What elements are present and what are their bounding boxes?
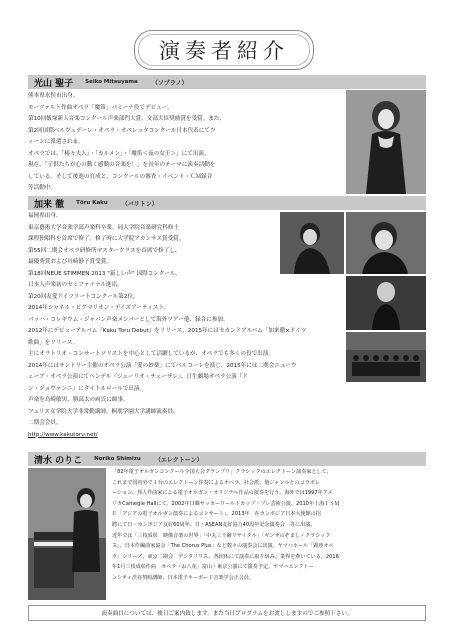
bio-line: バッハ・コレギウム・ジャパン声楽メンバーとして海外ツアー他、録音に参加。 [28,316,229,323]
bio-line: 現在、「子供たちが心の動く感動の音楽を！」を長年のテーマに演奏活動を [28,162,216,168]
bio-line: 第20回友愛ドイツリートコンクール第2位。 [28,293,139,300]
website-link[interactable]: http://www.kakutoru.net/ [28,431,98,438]
baritone-photo-icon [280,212,344,274]
bio-line: オペラでは、「椿々夫人」・「カルメン」・「魔笛＜夜の女王＞」にて出演。 [28,150,210,157]
bio-line: 2014年シャネル・ピグマリオン・デイズアーティスト。 [28,305,170,311]
performer-2-role: （バリトン） [121,200,158,208]
bio-line: これまで国内外で１台のエレクトーン伴奏によるオペラ、社会派、他ジャンルとのコラボレ [112,479,321,486]
singer-stage-icon [346,276,426,330]
bio-line: ス」、日本作編曲家協会「The Chorus Plus」など数々の演奏会に出演。ヤマハホール「顕座オペ [112,543,334,550]
bio-line: ェーブ・オペラ公演にてヘンデル『ジューリオ・チェーザレ』、日生劇場オペラ公演『ド [28,374,248,380]
electone-player-icon [28,468,106,600]
bio-line: している。そして後進の育成と、コンクールの審査・イベント・ＣＭ録音 [28,173,213,180]
bio-line: 2012年にデビューアルバム『Kaku Toru Debut』をリリース。2015年にはセカンドアルバム「加来徹×ドイツ [28,328,307,334]
performer-3-photo [28,468,106,600]
performer-2-name: 加来 徹 [34,199,65,210]
bio-line: 二期会会員。 [28,420,62,426]
bio-line: 日本人声楽初のセミファイナル進出。 [28,282,123,288]
bio-line: 第18回NEUE STIMMEN 2013 "新しい声" 国際コンクール、 [28,270,181,277]
performer-1-role: （ソプラノ） [151,79,188,87]
performer-1-photo [346,90,426,194]
bio-line: 年1月三枝成彰作曲 オペラ「お八花」富山・東京公演にて演奏予定。ヤマハエレクトー [112,564,314,571]
bio-line: 熊本県水俣市出身。 [28,93,79,99]
bio-line: Ｅ「アジアの電子オルガン演奏によるコンサート」、2013年 在カンボジア日本大使館の招 [112,511,321,518]
bio-line: 等活動中。 [28,185,56,191]
performer-3-roman: Noriko Shimizu [94,456,141,462]
performer-2-photo-d [346,332,426,382]
soprano-photo-icon [346,90,426,194]
bio-line: 聘にて日・カンボジア友好60周年、日・ASEAN友好協力40周年記念演奏会 等に出演。 [112,521,316,528]
bio-line: 近年では「三枝成彰 映像音楽の世界」「中丸三千繪リサイタル」「ギンザのぞまし・クラシック [112,532,331,539]
performer-2-roman: Tōru Kaku [76,200,108,206]
performer-1-header [28,75,426,89]
bio-line: モーツァルト作曲オペラ「魔笛」パミーナ役でデビュー。 [28,104,173,111]
performer-3-role: （エレクトーン） [154,456,203,464]
bio-line: リカCarnegie Hallにて、2002年日韓サッカーワールドカップ・プレ芸術公演、2010年上海ＩＳＭ [112,500,340,507]
bio-line: ーション、邦人作曲家による電子オルガン・オリジナル作品の演奏を行う。海外では1997年アメ [112,490,333,497]
bio-line: 2014年にはサントリー主催のオペラ公演「愛の妙薬」にてベルコーレを演じ、2015年には二期会ニューウ [28,362,297,369]
performer-2-header [28,196,426,210]
performer-1-bio [28,91,225,195]
bio-line: ィーンに派遣される。 [28,139,84,145]
performer-2-bio [28,211,306,441]
footer-note: 演奏曲目については、後日ご案内致します。また当日プログラムをお渡ししますのでご参照下さい。 [28,605,426,621]
bio-line: 課程独唱科を首席で修了。修了時に大学院アカンサス賞受賞。 [28,236,185,242]
performer-3-name: 清水 のりこ [34,455,83,466]
baritone-portrait-icon [346,212,426,274]
performer-1-name: 光山 聖子 [34,78,74,89]
choir-stage-icon [346,332,426,382]
bio-line: 東京藝術大学音楽学部声楽科卒業。同大学院音楽研究科修士 [28,224,180,231]
performer-2-photo-b [346,212,426,274]
page-title: 演奏者紹介 [134,30,314,70]
performer-2-photo-c [346,276,426,330]
bio-line: 第2回国際ベルヴェデーレ・オペラ・オペレッタコンクール日本代表にてウ [28,127,216,134]
bio-line: ンシティ渋谷契約講師、日本電子キーボード音楽学会正会員。 [112,574,255,581]
bio-line: 第55回二期会オペラ研修所マスタークラスを首席で修了し、 [28,247,181,254]
bio-line: 主にオラトリオ・コンサートソリストを中心として活躍しているが、オペラでも多くの役で出演。 [28,351,274,357]
performer-1-roman: Seiko Mitsuyama [85,79,138,85]
performer-3-bio [112,467,340,584]
bio-line: 第10回飯塚新人音楽コンクール声楽部門大賞、文部大臣奨励賞を受賞。また、 [28,116,226,122]
bio-line: 歌曲」をリリース。 [28,339,79,346]
performer-2-photo-a [280,212,344,274]
bio-line: 「82年電子オルガンコンクール全国大会グランプリ」クラシックのエレクトーン演奏家として、 [112,469,332,475]
bio-line: 最優秀賞および川崎静子賞受賞。 [28,259,112,265]
bio-line: ラ」シリーズ、東京二期会 デジタリリス、各団体にて演奏に取り組み、業界を牽いている。2016 [112,553,339,560]
performer-3-header [28,452,426,466]
bio-line: 声楽を鳥崎敏男、勝部太の両氏に師事。 [28,397,129,403]
bio-line: フェリス女学院大学非常勤講師。桐朋学園大学講師演奏員。 [28,408,179,415]
bio-line: ン・ジョヴァンニ』にタイトルロールで出演。 [28,385,146,392]
bio-line: 福岡県出身。 [28,213,62,219]
